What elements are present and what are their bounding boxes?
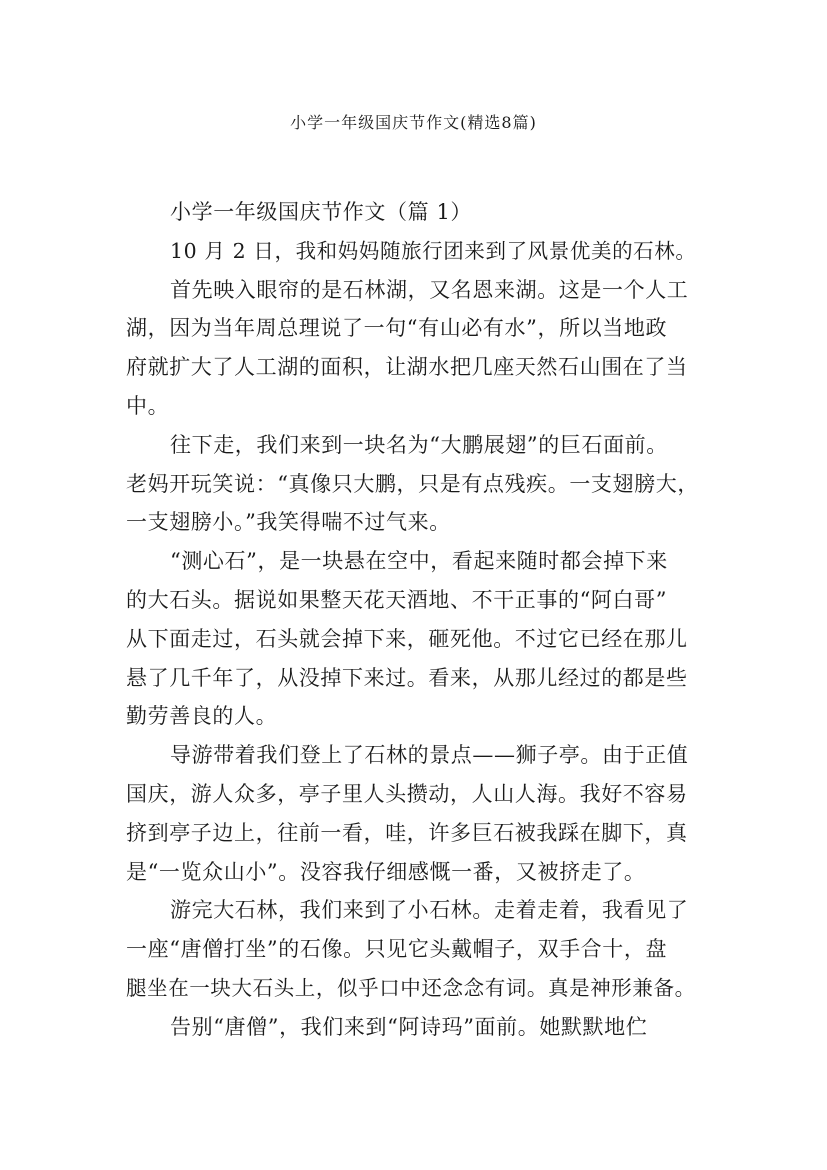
text-line: 挤到亭子边上，往前一看，哇，许多巨石被我踩在脚下，真: [126, 820, 688, 845]
text-line: 首先映入眼帘的是石林湖，又名恩来湖。这是一个人工: [170, 277, 689, 302]
text-line: 老妈开玩笑说：“真像只大鹏，只是有点残疾。一支翅膀大，: [126, 471, 699, 496]
text-line: 勤劳善良的人。: [126, 704, 278, 729]
text-line: 府就扩大了人工湖的面积，让湖水把几座天然石山围在了当: [126, 355, 688, 380]
document-body: [126, 193, 706, 1047]
text-line: 10 月 2 日，我和妈妈随旅行团来到了风景优美的石林。: [170, 238, 697, 263]
text-line: 小学一年级国庆节作文（篇 1）: [170, 200, 473, 224]
text-line: 腿坐在一块大石头上，似乎口中还念念有词。真是神形兼备。: [126, 975, 696, 1000]
text-line: 告别“唐僧”，我们来到“阿诗玛”面前。她默默地伫: [170, 1014, 648, 1039]
text-line: 从下面走过，石头就会掉下来，砸死他。不过它已经在那儿: [126, 626, 688, 651]
text-line: 中。: [126, 393, 170, 418]
text-line: 导游带着我们登上了石林的景点——狮子亭。由于正值: [170, 743, 689, 768]
text-line: 往下走，我们来到一块名为“大鹏展翅”的巨石面前。: [170, 432, 668, 457]
text-line: 游完大石林，我们来到了小石林。走着走着，我看见了: [170, 898, 689, 923]
text-line: 是“一览众山小”。没容我仔细感慨一番，又被挤走了。: [126, 859, 646, 884]
document-title: 小学一年级国庆节作文(精选8篇): [290, 113, 537, 132]
text-line: 一座“唐僧打坐”的石像。只见它头戴帽子，双手合十，盘: [126, 937, 668, 962]
text-line: “测心石”，是一块悬在空中，看起来随时都会掉下来: [170, 549, 668, 574]
text-line: 湖，因为当年周总理说了一句“有山必有水”，所以当地政: [126, 316, 668, 341]
text-line: 一支翅膀小。”我笑得喘不过气来。: [126, 510, 451, 535]
text-line: 的大石头。据说如果整天花天酒地、不干正事的“阿白哥”: [126, 587, 668, 612]
text-line: 悬了几千年了，从没掉下来过。看来，从那儿经过的都是些: [126, 665, 688, 690]
text-line: 国庆，游人众多，亭子里人头攒动，人山人海。我好不容易: [126, 781, 688, 806]
